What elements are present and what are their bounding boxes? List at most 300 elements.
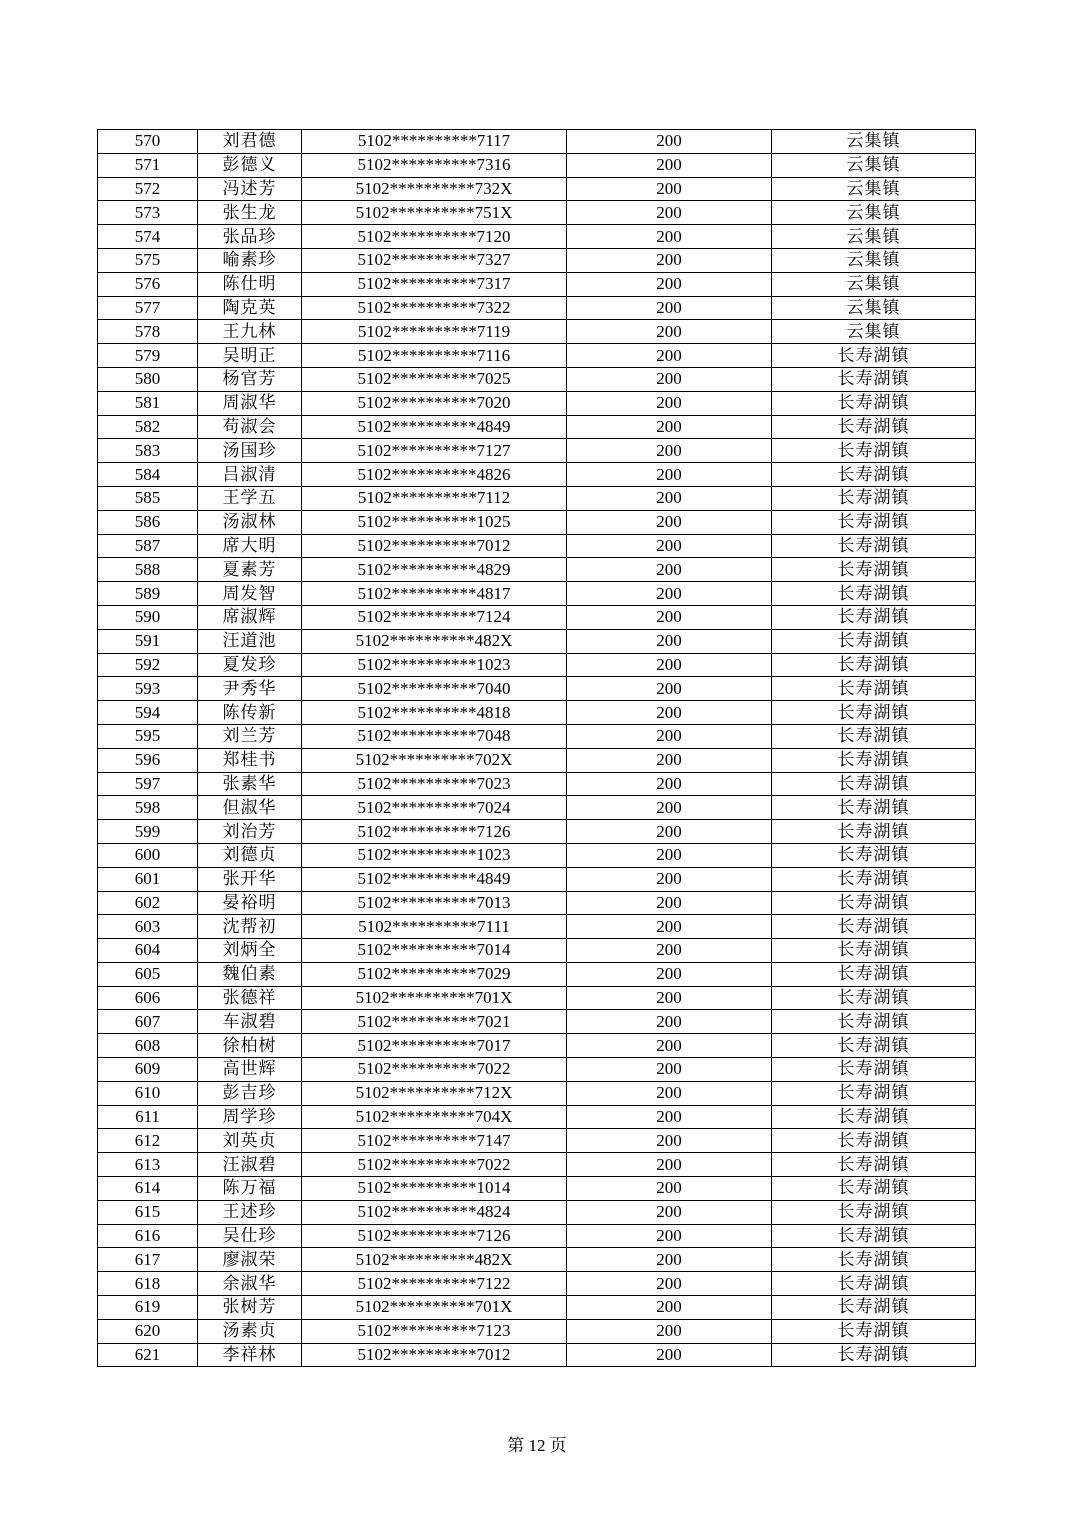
amount-cell: 200 [567,510,772,534]
row-number-cell: 592 [98,653,198,677]
name-cell: 高世辉 [198,1058,302,1082]
amount-cell: 200 [567,1296,772,1320]
row-number-cell: 584 [98,463,198,487]
table-row [98,391,976,415]
amount-cell: 200 [567,962,772,986]
id-number-cell: 5102**********7117 [302,130,567,154]
town-cell: 长寿湖镇 [772,677,976,701]
amount-cell: 200 [567,772,772,796]
row-number-cell: 586 [98,510,198,534]
amount-cell: 200 [567,1081,772,1105]
name-cell: 苟淑会 [198,415,302,439]
id-number-cell: 5102**********7025 [302,367,567,391]
table-row [98,344,976,368]
id-number-cell: 5102**********7127 [302,439,567,463]
table-row [98,796,976,820]
table-row [98,915,976,939]
table-row [98,558,976,582]
table-row [98,1105,976,1129]
id-number-cell: 5102**********482X [302,1248,567,1272]
id-number-cell: 5102**********4824 [302,1200,567,1224]
id-number-cell: 5102**********7013 [302,891,567,915]
town-cell: 长寿湖镇 [772,415,976,439]
id-number-cell: 5102**********4818 [302,701,567,725]
amount-cell: 200 [567,939,772,963]
id-number-cell: 5102**********482X [302,629,567,653]
row-number-cell: 601 [98,867,198,891]
amount-cell: 200 [567,201,772,225]
name-cell: 陶克英 [198,296,302,320]
amount-cell: 200 [567,867,772,891]
name-cell: 刘德贞 [198,843,302,867]
amount-cell: 200 [567,1105,772,1129]
row-number-cell: 600 [98,843,198,867]
row-number-cell: 588 [98,558,198,582]
town-cell: 长寿湖镇 [772,843,976,867]
name-cell: 喻素珍 [198,248,302,272]
id-number-cell: 5102**********1025 [302,510,567,534]
row-number-cell: 580 [98,367,198,391]
name-cell: 席淑辉 [198,605,302,629]
roster-table [97,129,976,1367]
name-cell: 魏伯素 [198,962,302,986]
amount-cell: 200 [567,296,772,320]
id-number-cell: 5102**********4849 [302,867,567,891]
table-row [98,510,976,534]
amount-cell: 200 [567,367,772,391]
id-number-cell: 5102**********7111 [302,915,567,939]
name-cell: 周学珍 [198,1105,302,1129]
town-cell: 长寿湖镇 [772,629,976,653]
id-number-cell: 5102**********7327 [302,248,567,272]
id-number-cell: 5102**********704X [302,1105,567,1129]
row-number-cell: 608 [98,1034,198,1058]
row-number-cell: 603 [98,915,198,939]
row-number-cell: 589 [98,582,198,606]
amount-cell: 200 [567,582,772,606]
table-row [98,320,976,344]
table-row [98,439,976,463]
table-row [98,962,976,986]
town-cell: 长寿湖镇 [772,534,976,558]
name-cell: 车淑碧 [198,1010,302,1034]
amount-cell: 200 [567,320,772,344]
amount-cell: 200 [567,248,772,272]
amount-cell: 200 [567,153,772,177]
table-row [98,272,976,296]
town-cell: 长寿湖镇 [772,558,976,582]
row-number-cell: 587 [98,534,198,558]
name-cell: 沈帮初 [198,915,302,939]
row-number-cell: 578 [98,320,198,344]
id-number-cell: 5102**********7017 [302,1034,567,1058]
page-number: 第 12 页 [507,1436,567,1455]
table-row [98,1081,976,1105]
town-cell: 长寿湖镇 [772,486,976,510]
row-number-cell: 620 [98,1319,198,1343]
name-cell: 王九林 [198,320,302,344]
id-number-cell: 5102**********7112 [302,486,567,510]
table-row [98,201,976,225]
row-number-cell: 607 [98,1010,198,1034]
town-cell: 长寿湖镇 [772,772,976,796]
amount-cell: 200 [567,439,772,463]
amount-cell: 200 [567,534,772,558]
table-row [98,891,976,915]
amount-cell: 200 [567,724,772,748]
table-row [98,1058,976,1082]
id-number-cell: 5102**********7024 [302,796,567,820]
town-cell: 长寿湖镇 [772,891,976,915]
town-cell: 长寿湖镇 [772,367,976,391]
town-cell: 云集镇 [772,272,976,296]
town-cell: 长寿湖镇 [772,1343,976,1367]
town-cell: 云集镇 [772,225,976,249]
town-cell: 长寿湖镇 [772,439,976,463]
table-row [98,1248,976,1272]
amount-cell: 200 [567,701,772,725]
amount-cell: 200 [567,1248,772,1272]
row-number-cell: 594 [98,701,198,725]
town-cell: 长寿湖镇 [772,463,976,487]
town-cell: 长寿湖镇 [772,820,976,844]
row-number-cell: 573 [98,201,198,225]
amount-cell: 200 [567,1177,772,1201]
name-cell: 吕淑清 [198,463,302,487]
id-number-cell: 5102**********7048 [302,724,567,748]
id-number-cell: 5102**********712X [302,1081,567,1105]
row-number-cell: 595 [98,724,198,748]
row-number-cell: 581 [98,391,198,415]
row-number-cell: 591 [98,629,198,653]
table-row [98,1319,976,1343]
id-number-cell: 5102**********7147 [302,1129,567,1153]
town-cell: 长寿湖镇 [772,1081,976,1105]
town-cell: 长寿湖镇 [772,510,976,534]
name-cell: 但淑华 [198,796,302,820]
amount-cell: 200 [567,177,772,201]
table-row [98,605,976,629]
id-number-cell: 5102**********7023 [302,772,567,796]
amount-cell: 200 [567,1034,772,1058]
row-number-cell: 575 [98,248,198,272]
row-number-cell: 598 [98,796,198,820]
name-cell: 晏裕明 [198,891,302,915]
id-number-cell: 5102**********7316 [302,153,567,177]
town-cell: 长寿湖镇 [772,344,976,368]
table-row [98,1177,976,1201]
row-number-cell: 621 [98,1343,198,1367]
name-cell: 张生龙 [198,201,302,225]
id-number-cell: 5102**********7116 [302,344,567,368]
amount-cell: 200 [567,1058,772,1082]
town-cell: 长寿湖镇 [772,962,976,986]
name-cell: 王述珍 [198,1200,302,1224]
amount-cell: 200 [567,629,772,653]
id-number-cell: 5102**********7126 [302,1224,567,1248]
id-number-cell: 5102**********7022 [302,1058,567,1082]
id-number-cell: 5102**********7020 [302,391,567,415]
town-cell: 长寿湖镇 [772,1248,976,1272]
town-cell: 长寿湖镇 [772,867,976,891]
name-cell: 刘治芳 [198,820,302,844]
town-cell: 云集镇 [772,296,976,320]
town-cell: 长寿湖镇 [772,391,976,415]
id-number-cell: 5102**********4829 [302,558,567,582]
name-cell: 汪淑碧 [198,1153,302,1177]
table-row [98,225,976,249]
table-row [98,1200,976,1224]
id-number-cell: 5102**********7123 [302,1319,567,1343]
table-row [98,153,976,177]
town-cell: 长寿湖镇 [772,724,976,748]
row-number-cell: 585 [98,486,198,510]
name-cell: 郑桂书 [198,748,302,772]
table-row [98,415,976,439]
table-row [98,820,976,844]
row-number-cell: 576 [98,272,198,296]
row-number-cell: 619 [98,1296,198,1320]
id-number-cell: 5102**********4817 [302,582,567,606]
id-number-cell: 5102**********7014 [302,939,567,963]
row-number-cell: 610 [98,1081,198,1105]
amount-cell: 200 [567,272,772,296]
id-number-cell: 5102**********701X [302,986,567,1010]
row-number-cell: 570 [98,130,198,154]
name-cell: 周发智 [198,582,302,606]
name-cell: 冯述芳 [198,177,302,201]
town-cell: 长寿湖镇 [772,1034,976,1058]
table-row [98,867,976,891]
row-number-cell: 583 [98,439,198,463]
table-row [98,629,976,653]
row-number-cell: 574 [98,225,198,249]
row-number-cell: 597 [98,772,198,796]
amount-cell: 200 [567,415,772,439]
town-cell: 长寿湖镇 [772,582,976,606]
id-number-cell: 5102**********4849 [302,415,567,439]
id-number-cell: 5102**********7122 [302,1272,567,1296]
row-number-cell: 593 [98,677,198,701]
id-number-cell: 5102**********7021 [302,1010,567,1034]
id-number-cell: 5102**********1023 [302,843,567,867]
name-cell: 李祥林 [198,1343,302,1367]
town-cell: 长寿湖镇 [772,1272,976,1296]
table-row [98,1034,976,1058]
name-cell: 汪道池 [198,629,302,653]
amount-cell: 200 [567,653,772,677]
town-cell: 云集镇 [772,177,976,201]
town-cell: 云集镇 [772,130,976,154]
row-number-cell: 604 [98,939,198,963]
row-number-cell: 611 [98,1105,198,1129]
table-row [98,534,976,558]
name-cell: 夏发珍 [198,653,302,677]
town-cell: 长寿湖镇 [772,1058,976,1082]
name-cell: 刘君德 [198,130,302,154]
amount-cell: 200 [567,463,772,487]
name-cell: 彭吉珍 [198,1081,302,1105]
town-cell: 长寿湖镇 [772,1105,976,1129]
id-number-cell: 5102**********701X [302,1296,567,1320]
amount-cell: 200 [567,796,772,820]
row-number-cell: 614 [98,1177,198,1201]
name-cell: 汤国珍 [198,439,302,463]
name-cell: 汤素贞 [198,1319,302,1343]
name-cell: 吴明正 [198,344,302,368]
table-row [98,653,976,677]
name-cell: 汤淑林 [198,510,302,534]
table-row [98,1343,976,1367]
name-cell: 张开华 [198,867,302,891]
id-number-cell: 5102**********4826 [302,463,567,487]
name-cell: 王学五 [198,486,302,510]
id-number-cell: 5102**********7126 [302,820,567,844]
town-cell: 长寿湖镇 [772,915,976,939]
amount-cell: 200 [567,225,772,249]
row-number-cell: 617 [98,1248,198,1272]
id-number-cell: 5102**********7022 [302,1153,567,1177]
name-cell: 杨官芳 [198,367,302,391]
amount-cell: 200 [567,891,772,915]
id-number-cell: 5102**********7317 [302,272,567,296]
table-row [98,701,976,725]
id-number-cell: 5102**********7120 [302,225,567,249]
amount-cell: 200 [567,1319,772,1343]
row-number-cell: 590 [98,605,198,629]
name-cell: 陈仕明 [198,272,302,296]
table-row [98,1129,976,1153]
town-cell: 云集镇 [772,320,976,344]
roster-table-body [98,130,976,1367]
id-number-cell: 5102**********7040 [302,677,567,701]
name-cell: 张素华 [198,772,302,796]
row-number-cell: 571 [98,153,198,177]
name-cell: 夏素芳 [198,558,302,582]
row-number-cell: 609 [98,1058,198,1082]
table-row [98,724,976,748]
row-number-cell: 616 [98,1224,198,1248]
id-number-cell: 5102**********7322 [302,296,567,320]
row-number-cell: 615 [98,1200,198,1224]
amount-cell: 200 [567,1343,772,1367]
amount-cell: 200 [567,558,772,582]
amount-cell: 200 [567,1129,772,1153]
town-cell: 长寿湖镇 [772,1296,976,1320]
town-cell: 长寿湖镇 [772,653,976,677]
table-row [98,986,976,1010]
row-number-cell: 612 [98,1129,198,1153]
town-cell: 长寿湖镇 [772,1200,976,1224]
row-number-cell: 606 [98,986,198,1010]
table-row [98,296,976,320]
town-cell: 云集镇 [772,153,976,177]
town-cell: 长寿湖镇 [772,796,976,820]
town-cell: 云集镇 [772,248,976,272]
amount-cell: 200 [567,677,772,701]
id-number-cell: 5102**********7119 [302,320,567,344]
amount-cell: 200 [567,748,772,772]
id-number-cell: 5102**********751X [302,201,567,225]
name-cell: 刘炳全 [198,939,302,963]
row-number-cell: 579 [98,344,198,368]
id-number-cell: 5102**********702X [302,748,567,772]
amount-cell: 200 [567,486,772,510]
name-cell: 陈万福 [198,1177,302,1201]
table-row [98,748,976,772]
table-row [98,130,976,154]
amount-cell: 200 [567,130,772,154]
id-number-cell: 5102**********1014 [302,1177,567,1201]
id-number-cell: 5102**********7012 [302,534,567,558]
amount-cell: 200 [567,1010,772,1034]
town-cell: 长寿湖镇 [772,986,976,1010]
table-row [98,772,976,796]
table-row [98,582,976,606]
town-cell: 长寿湖镇 [772,1129,976,1153]
amount-cell: 200 [567,1272,772,1296]
amount-cell: 200 [567,915,772,939]
amount-cell: 200 [567,843,772,867]
row-number-cell: 582 [98,415,198,439]
table-row [98,463,976,487]
table-row [98,677,976,701]
table-row [98,177,976,201]
row-number-cell: 605 [98,962,198,986]
table-row [98,1224,976,1248]
table-row [98,1153,976,1177]
table-row [98,1296,976,1320]
amount-cell: 200 [567,820,772,844]
town-cell: 长寿湖镇 [772,1319,976,1343]
amount-cell: 200 [567,344,772,368]
name-cell: 张德祥 [198,986,302,1010]
town-cell: 长寿湖镇 [772,748,976,772]
town-cell: 长寿湖镇 [772,605,976,629]
id-number-cell: 5102**********7124 [302,605,567,629]
table-row [98,367,976,391]
table-row [98,843,976,867]
name-cell: 张树芳 [198,1296,302,1320]
town-cell: 长寿湖镇 [772,1153,976,1177]
name-cell: 刘英贞 [198,1129,302,1153]
amount-cell: 200 [567,986,772,1010]
table-row [98,1010,976,1034]
name-cell: 吴仕珍 [198,1224,302,1248]
name-cell: 周淑华 [198,391,302,415]
town-cell: 云集镇 [772,201,976,225]
town-cell: 长寿湖镇 [772,1224,976,1248]
amount-cell: 200 [567,391,772,415]
town-cell: 长寿湖镇 [772,1010,976,1034]
town-cell: 长寿湖镇 [772,939,976,963]
town-cell: 长寿湖镇 [772,701,976,725]
row-number-cell: 602 [98,891,198,915]
name-cell: 廖淑荣 [198,1248,302,1272]
row-number-cell: 618 [98,1272,198,1296]
id-number-cell: 5102**********7029 [302,962,567,986]
row-number-cell: 572 [98,177,198,201]
row-number-cell: 613 [98,1153,198,1177]
id-number-cell: 5102**********7012 [302,1343,567,1367]
row-number-cell: 577 [98,296,198,320]
table-row [98,1272,976,1296]
amount-cell: 200 [567,605,772,629]
amount-cell: 200 [567,1200,772,1224]
row-number-cell: 599 [98,820,198,844]
name-cell: 余淑华 [198,1272,302,1296]
row-number-cell: 596 [98,748,198,772]
